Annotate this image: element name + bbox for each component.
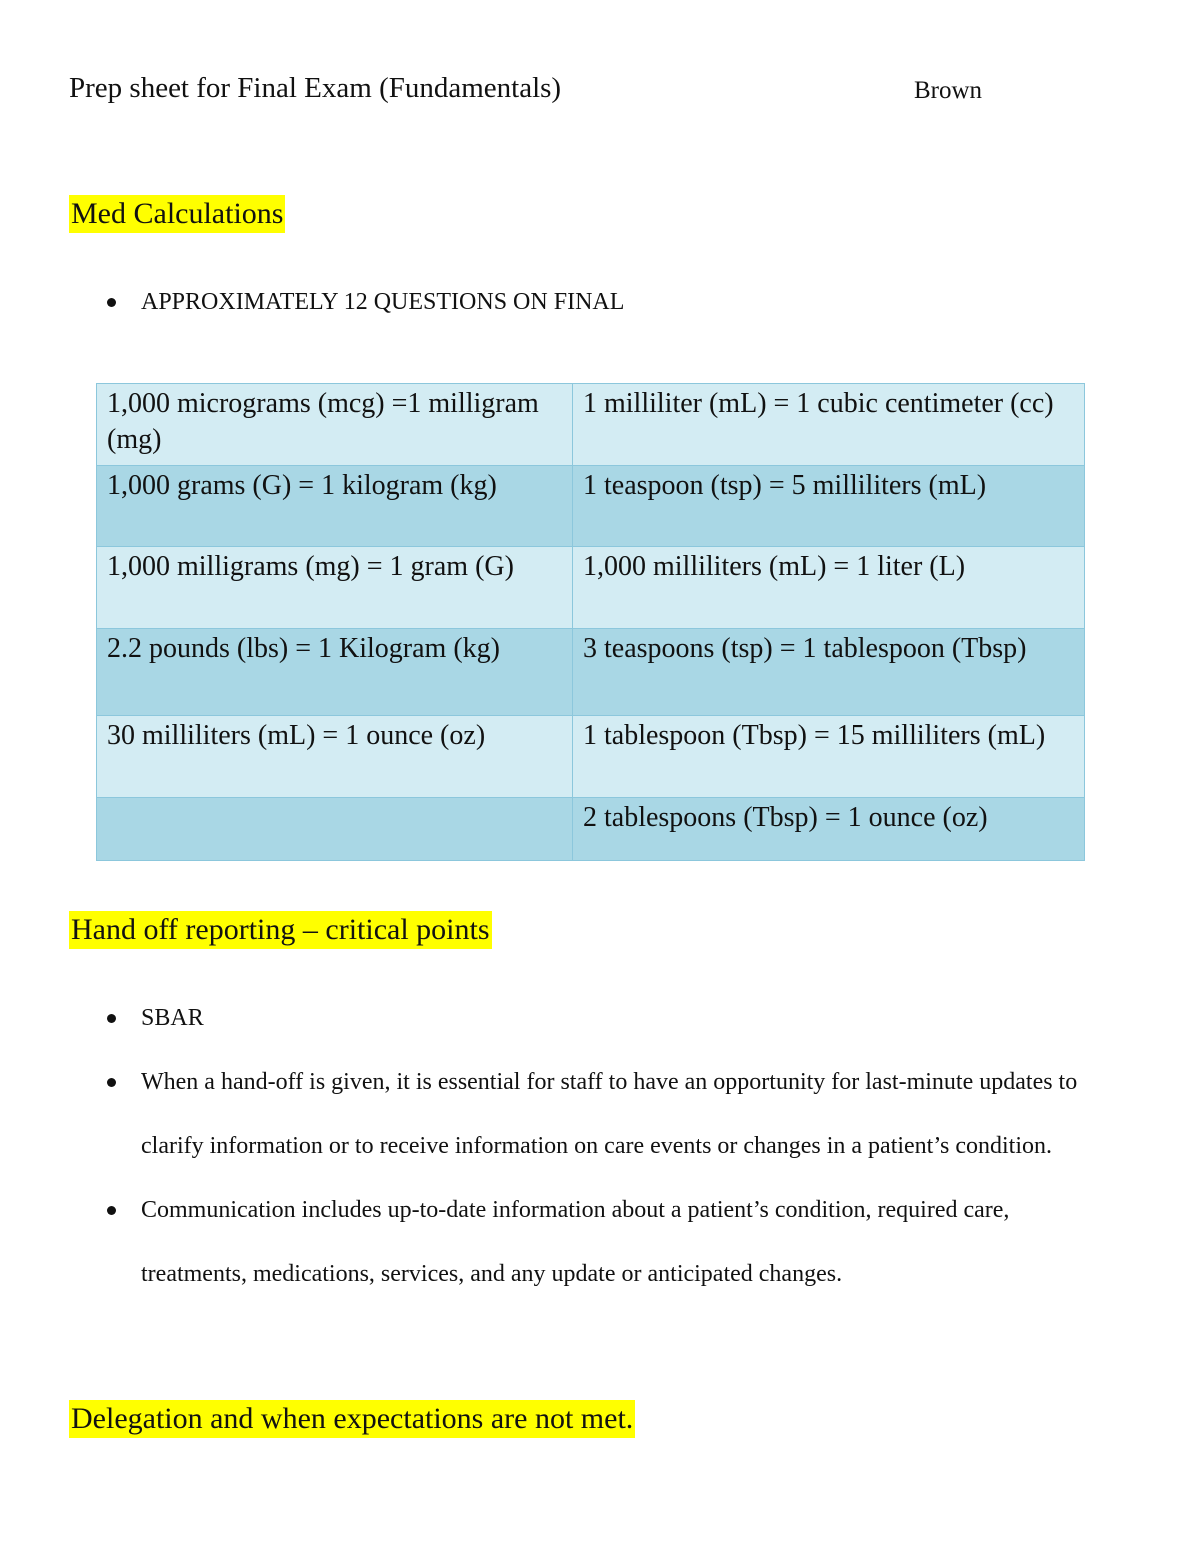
table-cell: 2 tablespoons (Tbsp) = 1 ounce (oz) <box>573 798 1085 861</box>
table-row <box>97 547 1085 629</box>
table-cell: 1,000 milliliters (mL) = 1 liter (L) <box>573 547 1085 629</box>
list-item <box>0 1178 1200 1306</box>
bullet-icon <box>107 1078 116 1087</box>
list-item-text: SBAR <box>141 1005 204 1031</box>
list-item <box>0 986 1200 1050</box>
list-item <box>0 1050 1200 1178</box>
list-item-text: Communication includes up-to-date information about a patient’s condition, required care, treatments, medications, services, and any update or anticipated changes. <box>141 1197 1010 1287</box>
table-cell: 1 milliliter (mL) = 1 cubic centimeter (cc) <box>573 384 1085 466</box>
list-item <box>0 270 1200 334</box>
med-calculations-list <box>0 270 1200 334</box>
hand-off-list <box>0 986 1200 1306</box>
table-cell: 2.2 pounds (lbs) = 1 Kilogram (kg) <box>97 629 573 716</box>
table-row <box>97 716 1085 798</box>
table-row <box>97 466 1085 547</box>
med-calculations-heading: Med Calculations <box>69 195 285 233</box>
list-item-text: APPROXIMATELY 12 QUESTIONS ON FINAL <box>141 289 625 315</box>
table-cell <box>97 798 573 861</box>
bullet-icon <box>107 1014 116 1023</box>
page-title: Prep sheet for Final Exam (Fundamentals) <box>69 72 562 104</box>
hand-off-heading: Hand off reporting – critical points <box>69 911 492 949</box>
table-row <box>97 798 1085 861</box>
author-name: Brown <box>914 77 983 104</box>
table-cell: 1,000 micrograms (mcg) =1 milligram (mg) <box>97 384 573 466</box>
table-cell: 1,000 grams (G) = 1 kilogram (kg) <box>97 466 573 547</box>
table-row <box>97 629 1085 716</box>
table-cell: 1 tablespoon (Tbsp) = 15 milliliters (mL) <box>573 716 1085 798</box>
table-cell: 3 teaspoons (tsp) = 1 tablespoon (Tbsp) <box>573 629 1085 716</box>
table-cell: 1 teaspoon (tsp) = 5 milliliters (mL) <box>573 466 1085 547</box>
table-row <box>97 384 1085 466</box>
bullet-icon <box>107 298 116 307</box>
list-item-text: When a hand-off is given, it is essential for staff to have an opportunity for last-minute updates to clarify information or to receive information on care events or changes in a patient’s condition. <box>141 1069 1078 1159</box>
bullet-icon <box>107 1206 116 1215</box>
conversion-table <box>96 383 1085 861</box>
delegation-heading: Delegation and when expectations are not met. <box>69 1400 635 1438</box>
table-cell: 1,000 milligrams (mg) = 1 gram (G) <box>97 547 573 629</box>
table-cell: 30 milliliters (mL) = 1 ounce (oz) <box>97 716 573 798</box>
